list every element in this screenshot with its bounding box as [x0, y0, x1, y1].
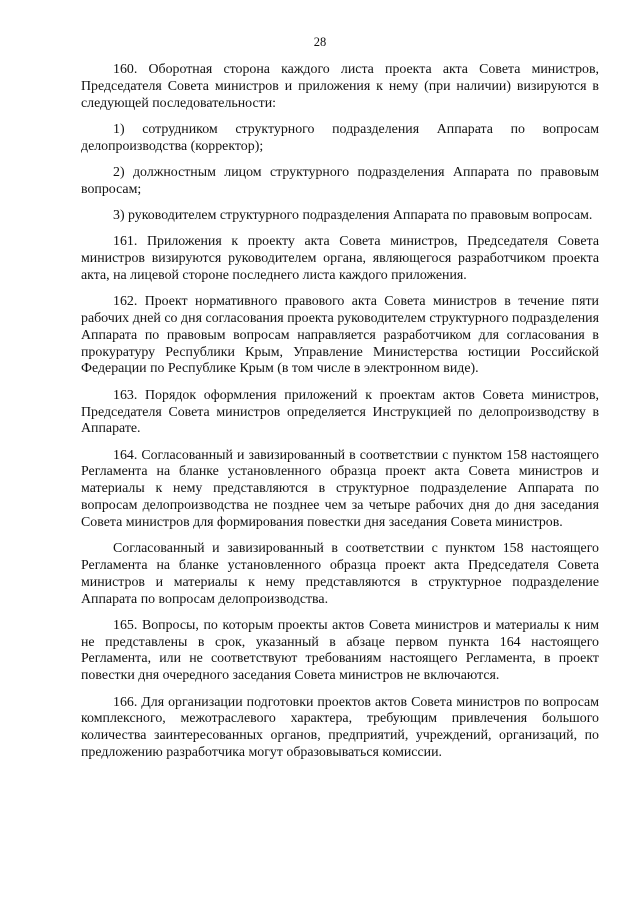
paragraph-160-item-1: 1) сотрудником структурного подразделения Аппарата по вопросам делопроизводства (корректор); [81, 121, 599, 154]
paragraph-164: 164. Согласованный и завизированный в соответствии с пунктом 158 настоящего Регламента на бланке установленного образца проект акта Совета министров и материалы к нему представляются в структурное подразделение Аппарата по вопросам делопроизводства не позднее чем за четыре рабочих дня до дня заседания Совета министров для формирования повестки дня заседания Совета министров. [81, 447, 599, 530]
paragraph-166: 166. Для организации подготовки проектов актов Совета министров по вопросам комплексного, межотраслевого характера, требующим привлечения большого количества заинтересованных органов, предприятий, учреждений, организаций, по предложению разработчика могут образовываться комиссии. [81, 694, 599, 760]
paragraph-161: 161. Приложения к проекту акта Совета министров, Председателя Совета министров визируются руководителем органа, являющегося разработчиком проекта акта, на лицевой стороне последнего листа каждого приложения. [81, 234, 599, 283]
paragraph-160: 160. Оборотная сторона каждого листа проекта акта Совета министров, Председателя Совета министров и приложения к нему (при наличии) визируются в следующей последовательности: [81, 62, 599, 111]
paragraph-164-part-2: Согласованный и завизированный в соответствии с пунктом 158 настоящего Регламента на бланке установленного образца проект акта Председателя Совета министров и материалы к нему представляются в структурное подразделение Аппарата по вопросам делопроизводства. [81, 541, 599, 607]
document-body [81, 62, 599, 771]
paragraph-160-item-2: 2) должностным лицом структурного подразделения Аппарата по правовым вопросам; [81, 164, 599, 197]
page-number: 28 [313, 35, 327, 49]
paragraph-162: 162. Проект нормативного правового акта Совета министров в течение пяти рабочих дней со дня согласования проекта руководителем структурного подразделения Аппарата по правовым вопросам направляется разработчиком для согласования в прокуратуру Республики Крым, Управление Министерства юстиции Российской Федерации по Республике Крым (в том числе в электронном виде). [81, 294, 599, 377]
paragraph-163: 163. Порядок оформления приложений к проектам актов Совета министров, Председателя Совета министров определяется Инструкцией по делопроизводству в Аппарате. [81, 387, 599, 437]
paragraph-165: 165. Вопросы, по которым проекты актов Совета министров и материалы к ним не представлены в срок, указанный в абзаце первом пункта 164 настоящего Регламента, или не соответствуют требованиям настоящего Регламента, в проект повестки дня очередного заседания Совета министров не включаются. [81, 617, 599, 684]
paragraph-160-item-3: 3) руководителем структурного подразделения Аппарата по правовым вопросам. [113, 208, 593, 224]
